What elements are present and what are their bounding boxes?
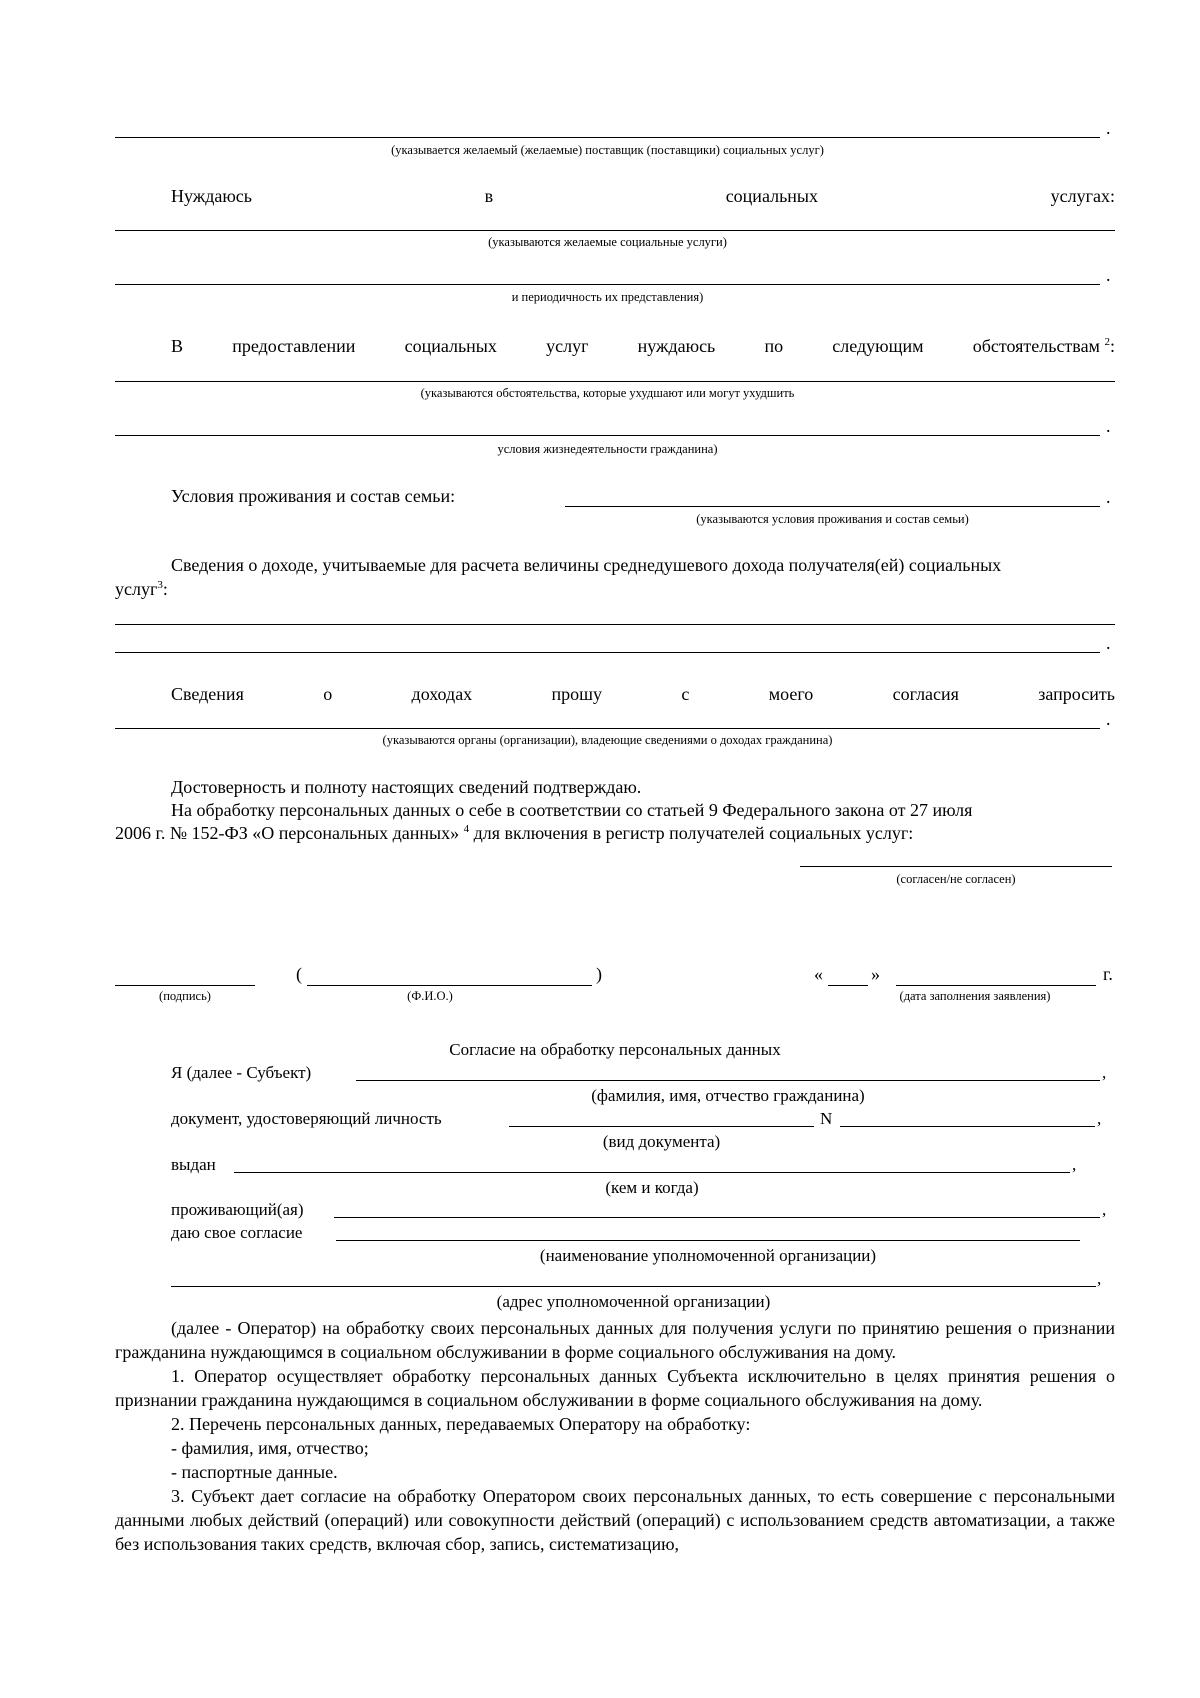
paragraph-operator: (далее - Оператор) на обработку своих персональных данных для получения услуги по принятию решения о признании гражданина нуждающимся в социальном обслуживании в форме социального обслуживания на дому. <box>115 1318 1115 1362</box>
consent-title: Согласие на обработку персональных данных <box>449 1040 781 1059</box>
footnote-ref: 4 <box>463 823 470 835</box>
circ-word: нуждаюсь <box>637 336 716 356</box>
request-word: Сведения <box>171 684 244 704</box>
living-label: Условия проживания и состав семьи: <box>171 486 456 506</box>
date-close-quote: » <box>871 964 880 984</box>
doc-label: документ, удостоверяющий личность <box>171 1109 442 1128</box>
circ-word: обстоятельствам <box>972 336 1100 356</box>
request-word: о <box>323 684 333 704</box>
income-word: услуг <box>115 579 158 599</box>
circumstances-fill-line-2[interactable] <box>115 435 1100 436</box>
circumstances-line <box>171 336 1115 357</box>
fio-fill-line[interactable] <box>307 985 592 986</box>
paragraph-1: 1. Оператор осуществляет обработку персональных данных Субъекта исключительно в целях принятия решения о признании гражданина нуждающимся в социальном обслуживании в форме социального обслуживания на дому. <box>115 1366 1115 1410</box>
date-day-fill-line[interactable] <box>828 985 868 986</box>
paragraph-3: 3. Субъект дает согласие на обработку Оператором своих персональных данных, то есть совершение с персональными данными любых действий (операций) или совокупности действий (операций) с использованием средств автоматизации, а также без использования таких средств, включая сбор, запись, систематизацию, <box>115 1486 1115 1554</box>
caption-doc: (вид документа) <box>602 1132 721 1151</box>
comma: , <box>1102 1063 1107 1082</box>
end-mark: . <box>1106 487 1111 507</box>
need-word: в <box>484 186 494 206</box>
fio-close-paren: ) <box>596 964 602 984</box>
doc-n: N <box>820 1109 833 1128</box>
end-mark: . <box>1106 265 1111 285</box>
request-fill-line[interactable] <box>115 728 1100 729</box>
pd-text-line1: На обработку персональных данных о себе в соответствии со статьей 9 Федерального закона от 27 июля <box>171 800 973 820</box>
end-mark: . <box>1106 709 1111 729</box>
end-mark: . <box>1106 633 1111 653</box>
pd-text-a: 2006 г. № 152-ФЗ «О персональных данных» <box>115 823 460 843</box>
paragraph-2: 2. Перечень персональных данных, передаваемых Оператору на обработку: <box>171 1414 751 1434</box>
org-address-fill-line[interactable] <box>171 1286 1096 1287</box>
caption-agree: (согласен/не согласен) <box>896 872 1016 886</box>
services-fill-line[interactable] <box>115 230 1115 231</box>
caption-issued: (кем и когда) <box>605 1178 699 1197</box>
caption-living: (указываются условия проживания и состав семьи) <box>696 512 969 526</box>
signature-fill-line[interactable] <box>115 985 255 986</box>
circ-word: следующим <box>832 336 924 356</box>
subject-label: Я (далее - Субъект) <box>171 1063 312 1082</box>
colon: : <box>162 579 168 599</box>
circ-word: услуг <box>546 336 589 356</box>
caption-fio: (Ф.И.О.) <box>407 989 453 1003</box>
caption-request: (указываются органы (организации), владеющие сведениями о доходах гражданина) <box>382 733 833 747</box>
caption-name: (фамилия, имя, отчество гражданина) <box>591 1086 865 1105</box>
confirm-text: Достоверность и полноту настоящих сведений подтверждаю. <box>171 777 642 797</box>
caption-periodicity: и периодичность их представления) <box>511 290 704 304</box>
circ-word: предоставлении <box>232 336 356 356</box>
resident-fill-line[interactable] <box>334 1217 1100 1218</box>
request-word: согласия <box>892 684 959 704</box>
need-services-line <box>171 186 1115 207</box>
org-fill-line[interactable] <box>336 1240 1080 1241</box>
issued-label: выдан <box>171 1155 216 1174</box>
list-item: - паспортные данные. <box>171 1462 338 1482</box>
living-fill-line[interactable] <box>565 506 1100 507</box>
income-text-2 <box>115 579 168 600</box>
subject-fill-line[interactable] <box>356 1080 1100 1081</box>
provider-fill-line[interactable] <box>115 137 1100 138</box>
fio-open-paren: ( <box>296 964 302 984</box>
comma: , <box>1102 1200 1107 1219</box>
income-fill-line[interactable] <box>115 624 1115 625</box>
need-word: услугах: <box>1050 186 1115 206</box>
caption-circ1: (указываются обстоятельства, которые ухудшают или могут ухудшить <box>420 386 795 400</box>
end-mark: . <box>1106 118 1111 138</box>
caption-circ2: условия жизнедеятельности гражданина) <box>497 442 718 456</box>
request-word: с <box>681 684 690 704</box>
comma: , <box>1072 1155 1077 1174</box>
caption-org: (наименование уполномоченной организации) <box>539 1246 877 1265</box>
request-line <box>171 684 1115 705</box>
give-label: даю свое согласие <box>171 1223 303 1242</box>
need-word: Нуждаюсь <box>171 186 252 206</box>
periodicity-fill-line[interactable] <box>115 284 1100 285</box>
footnote-ref: 2 <box>1104 336 1110 348</box>
consent-body <box>115 1316 1115 1556</box>
pd-text-line2 <box>115 823 913 844</box>
issued-fill-line[interactable] <box>234 1172 1070 1173</box>
date-open-quote: « <box>814 964 823 984</box>
income-text: Сведения о доходе, учитываемые для расчета величины среднедушевого дохода получателя(ей) социальных <box>171 555 1002 575</box>
caption-org-address: (адрес уполномоченной организации) <box>496 1292 771 1311</box>
caption-services: (указываются желаемые социальные услуги) <box>488 235 727 249</box>
circ-word-last <box>973 336 1115 357</box>
request-word: запросить <box>1038 684 1115 704</box>
request-word: прошу <box>551 684 603 704</box>
need-word: социальных <box>725 186 819 206</box>
footnote-ref: 3 <box>157 579 163 591</box>
circ-word: В <box>171 336 184 356</box>
list-item: - фамилия, имя, отчество; <box>171 1438 369 1458</box>
comma: , <box>1097 1109 1102 1128</box>
agree-fill-line[interactable] <box>800 866 1112 867</box>
caption-date: (дата заполнения заявления) <box>899 989 1051 1003</box>
request-word: моего <box>768 684 814 704</box>
circ-word: по <box>764 336 784 356</box>
date-fill-line[interactable] <box>896 985 1096 986</box>
caption-provider: (указывается желаемый (желаемые) поставщик (поставщики) социальных услуг) <box>391 143 824 157</box>
comma: , <box>1097 1269 1102 1288</box>
request-word: доходах <box>411 684 473 704</box>
end-mark: . <box>1106 416 1111 436</box>
income-fill-line-2[interactable] <box>115 652 1100 653</box>
date-year: г. <box>1103 964 1113 984</box>
doc-number-fill-line[interactable] <box>840 1126 1095 1127</box>
caption-sign: (подпись) <box>159 989 211 1003</box>
resident-label: проживающий(ая) <box>171 1200 304 1219</box>
doc-type-fill-line[interactable] <box>509 1126 814 1127</box>
colon: : <box>1109 336 1115 356</box>
circ-word: социальных <box>404 336 497 356</box>
pd-text-b: для включения в регистр получателей социальных услуг: <box>469 823 914 843</box>
circumstances-fill-line[interactable] <box>115 381 1115 382</box>
